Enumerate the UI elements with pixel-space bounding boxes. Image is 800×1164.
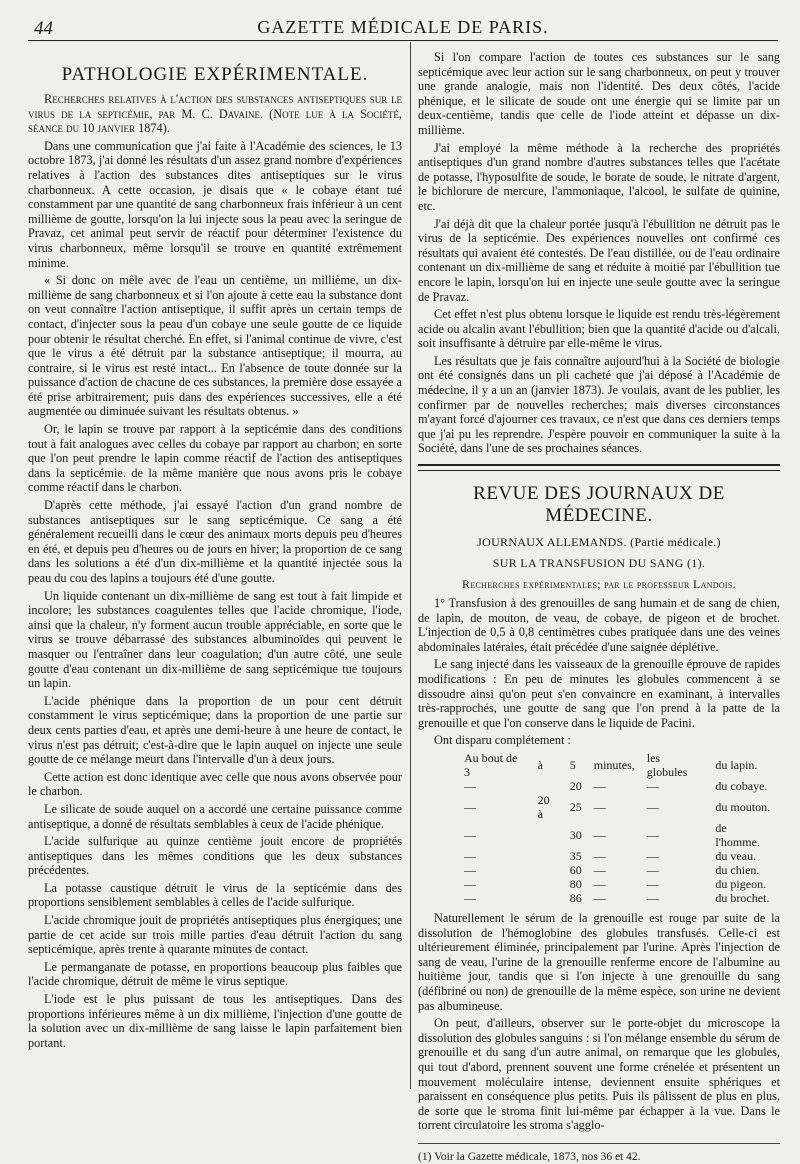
review-subheading: JOURNAUX ALLEMANDS. (Partie médicale.) (477, 535, 721, 550)
table-row (458, 863, 780, 877)
table-cell: — (593, 827, 606, 842)
table-row (458, 751, 780, 779)
paragraph: La potasse caustique détruit le virus de la septicémie dans des proportions sensiblement semblables à celles de l'acide sulfurique. (28, 880, 402, 910)
journal-title: GAZETTE MÉDICALE DE PARIS. (257, 17, 549, 37)
page-header (28, 14, 778, 41)
paragraph: L'iode est le plus puissant de tous les antiseptiques. Dans des proportions inférieures même à un dix millième, l'injection d'une goutte de la solution avec un dix-millième de sang laisse le lapin parfaitement bien portant. (28, 992, 402, 1050)
table-cell (532, 821, 564, 849)
paragraph: Dans une communication que j'ai faite à l'Académie des sciences, le 13 octobre 1873, j'ai donné les résultats d'un assez grand nombre d'expériences relatives à l'action des substances dites antiseptiques sur le virus charbonneux. A cette occasion, je disais que « le cobaye étant tué constamment par une quantité de sang charbonneux frais inférieur à un cent millième de goutte, lorsqu'on la lui injecte sous la peau avec la seringue de Pravaz, cet animal peut servir de réactif pour déterminer l'existence du virus charbonneux, même lorsqu'il se trouve en quantité extrêmement minime. (28, 138, 402, 270)
table-cell: 5 (569, 757, 576, 772)
article-title: Recherches relatives à l'action des substances antiseptiques sur le virus de la septicémie, par M. C. Davaine. (Note lue à la Société, séance du 10 janvier 1874). (28, 92, 402, 136)
table-cell: Au bout de 3 (464, 750, 518, 779)
footnote: (1) Voir la Gazette médicale, 1873, nos 36 et 42. (418, 1143, 780, 1164)
section-separator (418, 464, 780, 466)
page-number: 44 (34, 18, 53, 39)
paragraph: On peut, d'ailleurs, observer sur le porte-objet du microscope la dissolution des globules sanguins : si l'on mélange ensemble du sérum de grenouille et du sang d'un autre animal, on remarque que les globules, qui tout d'abord, prennent souvent une forme crénelée et présentent un mouvement moléculaire intense, deviennent ensuite sphériques et paraissent en conséquence plus petits. Puis ils pâlissent de plus en plus, de sorte que le stroma finit lui-même par échapper à la vue. Dans le torrent circulatoire les stroma s'agglo- (418, 1016, 780, 1133)
table-cell: — (464, 827, 476, 842)
table-row (458, 793, 780, 821)
paragraph: L'acide chromique jouit de propriétés antiseptiques plus énergiques; une partie de cet acide sur trois mille parties d'eau détruit l'action du sang septicémique, après trente à quarante minutes de contact. (28, 913, 402, 957)
column-divider (410, 42, 411, 1089)
right-paragraphs-top (418, 50, 780, 456)
table-cell: — (464, 862, 476, 877)
table-cell: — (593, 778, 606, 793)
table-cell: — (646, 799, 659, 814)
table-cell: minutes, (593, 757, 635, 772)
table-cell: — (646, 827, 659, 842)
table-row (458, 821, 780, 849)
left-column (28, 50, 402, 1095)
left-paragraphs (28, 139, 402, 1051)
table-cell: 80 (569, 876, 582, 891)
paragraph: J'ai employé la même méthode à la recherche des propriétés antiseptiques d'un grand nombre d'autres substances telles que l'acétate de potasse, l'hyposulfite de soude, le borate de soude, le nitrate d'argent, le bichlorure de mercure, l'ammoniaque, l'alcool, le sulfate de quinine, etc. (418, 140, 780, 213)
paragraph: D'après cette méthode, j'ai essayé l'action d'un grand nombre de substances antiseptiques sur le sang septicémique. Ce sang a été généralement recueilli dans le cœur des animaux morts depuis peu d'heures en été, et depuis peu d'heures ou de jours en hiver; la proportion de ce sang dans les solutions a été d'un dix-millième et la quantité injectée sous la peau du cou des lapins a toujours été d'une goutte. (28, 498, 402, 585)
table-row (458, 849, 780, 863)
table-cell: 86 (569, 890, 582, 905)
table-cell: — (593, 848, 606, 863)
table-cell (532, 849, 564, 863)
table-cell: — (464, 848, 476, 863)
paragraph: L'acide sulfurique au quinze centième jouit encore de propriétés antiseptiques dans les mêmes conditions que les deux substances précédentes. (28, 834, 402, 878)
table-row (458, 891, 780, 905)
table-cell: — (646, 848, 659, 863)
paragraph: Le sang injecté dans les vaisseaux de la grenouille éprouve de rapides modifications : En peu de minutes les globules commencent à se dissoudre ainsi qu'on peut s'en convaincre en examinant, à intervalles très-rapprochés, une goutte de sang que l'on prend à la patte de la grenouille et que l'on conserve dans le liquide de Pacini. (418, 657, 780, 730)
section-heading: PATHOLOGIE EXPÉRIMENTALE. (61, 64, 369, 85)
table-cell: — (593, 876, 606, 891)
table-cell: — (646, 862, 659, 877)
table-cell: — (646, 890, 659, 905)
table-cell: du brochet. (715, 890, 770, 905)
article-section-title: SUR LA TRANSFUSION DU SANG (1). (492, 556, 706, 571)
table-cell: — (464, 799, 476, 814)
table-cell: — (464, 890, 476, 905)
table-cell: 35 (569, 848, 582, 863)
table-cell: les globules (646, 750, 688, 779)
table-cell: — (464, 876, 476, 891)
table-row (458, 877, 780, 891)
paragraph: Cette action est donc identique avec celle que nous avons observée pour le charbon. (28, 769, 402, 799)
article-byline: Recherches expérimentales; par le professeur Landois. (462, 577, 736, 592)
table-row (458, 779, 780, 793)
globule-table (458, 751, 780, 905)
table-cell: du lapin. (715, 757, 758, 772)
table-cell: du veau. (715, 848, 757, 863)
right-paragraphs-mid (418, 596, 780, 748)
paragraph: Les résultats que je fais connaître aujourd'hui à la Société de biologie ont été consignés dans un pli cacheté que j'ai déposé à l'Académie de médecine, il y a un an (janvier 1873). Je voulais, avant de les publier, les confirmer par de nouvelles recherches; mais diverses circonstances m'ayant forcé d'ajourner ces travaux, ce n'est que dans ces derniers temps que j'ai pu les reprendre. J'espère pouvoir en communiquer la suite à la Société, dans l'une de ses prochaines séances. (418, 353, 780, 456)
paragraph: Ont disparu complétement : (434, 733, 571, 748)
table-cell: du cobaye. (715, 778, 768, 793)
table-cell: 30 (569, 827, 582, 842)
table-cell: — (464, 778, 476, 793)
table-cell (532, 863, 564, 877)
right-column (418, 50, 780, 1163)
table-cell: 25 (569, 799, 582, 814)
table-cell: 20 (569, 778, 582, 793)
right-paragraphs-bottom (418, 911, 780, 1133)
section-separator-thin (418, 470, 780, 471)
table-cell: 20 à (537, 792, 550, 821)
paragraph: Un liquide contenant un dix-millième de sang est tout à fait limpide et incolore; les substances coagulentes telles que l'acide chromique, l'iode, ainsi que la chaleur, n'y forment aucun trouble appréciable, en sorte que le virus se trouve débarrassé des substances albuminoïdes qui peuvent le masquer ou l'entraîner dans leur coagulation; d'un autre côté, une seule goutte d'eau contenant un dix-millième de sang septicémique tue toujours un lapin. (28, 588, 402, 691)
table-cell: — (593, 890, 606, 905)
paragraph: Le silicate de soude auquel on a accordé une certaine puissance comme antiseptique, a donné de résultats semblables à ceux de l'acide phénique. (28, 801, 402, 831)
table-cell: du mouton. (715, 799, 771, 814)
table-cell: de l'homme. (715, 820, 760, 849)
table-cell: 60 (569, 862, 582, 877)
paragraph: Naturellement le sérum de la grenouille est rouge par suite de la dissolution de l'hémoglobine des globules transfusés. Celle-ci est ultérieurement éliminée, principalement par l'urine. Après l'injection de sang de veau, l'urine de la grenouille renferme encore de l'albumine au huitième jour, tandis que si l'on injecte à une grenouille du sang (défibriné ou non) de grenouille de la même espèce, son urine ne devient pas albumineuse. (418, 910, 780, 1013)
review-heading: REVUE DES JOURNAUX DE MÉDECINE. (473, 483, 725, 527)
paragraph: J'ai déjà dit que la chaleur portée jusqu'à l'ébullition ne détruit pas le virus de la septicémie. Des expériences nouvelles ont confirmé ces résultats qui avaient été contestés. De l'eau distillée, ou de l'eau ordinaire contenant un dix-millième de sang et réduite à moitié par l'ébullition tue encore le lapin, lorsqu'on lui en injecte une seule goutte avec la seringue de Pravaz. (418, 216, 780, 304)
table-cell (532, 891, 564, 905)
paragraph: « Si donc on mêle avec de l'eau un centième, un millième, un dix-millième de sang charbonneux et si l'on ajoute à cette eau la substance dont on veut connaître l'action antiseptique, il suffit après un certain temps de contact, d'injecter sous la peau d'un cobaye une seule goutte de ce liquide pour obtenir le résultat cherché. En effet, si l'animal continue de vivre, c'est que le virus a été détruit par la substance antiseptique; il mourra, au contraire, si le virus est resté intact... En l'absence de toute donnée sur la puissance d'action de chacune de ces substances, la première dose essayée a été prise arbitrairement; puis dans des expériences successives, elle a été augmentée ou diminuée suivant les résultats obtenus. » (28, 273, 402, 419)
table-cell (532, 877, 564, 891)
paragraph: Cet effet n'est plus obtenu lorsque le liquide est rendu très-légèrement acide ou alcalin avant l'ébullition; bien que la quantité d'acide ou d'alcali, soit insuffisante à détruire par elle-même le virus. (418, 307, 780, 351)
table-cell: du chien. (715, 862, 760, 877)
table-cell: — (646, 778, 659, 793)
table-cell: du pigeon. (715, 876, 767, 891)
paragraph: Le permanganate de potasse, en proportions beaucoup plus faibles que l'acide chromique, détruit de même le virus septique. (28, 959, 402, 989)
paragraph: Or, le lapin se trouve par rapport à la septicémie dans des conditions tout à fait analogues avec celles du cobaye par rapport au charbon; en sorte que l'on peut prendre le lapin comme réactif de l'action des antiseptiques dans la septicémie. de la même manière que nous avons pris le cobaye comme réactif dans le charbon. (28, 422, 402, 495)
table-cell: — (593, 862, 606, 877)
table-cell: — (646, 876, 659, 891)
paragraph: Si l'on compare l'action de toutes ces substances sur le sang septicémique avec leur action sur le sang charbonneux, on peut y trouver une grande analogie, mais non l'identité. Des deux côtés, l'acide phénique, et le silicate de soude ont une énergie qui se limite par un deux-centième, tandis que celle de l'iode atteint et dépasse un dix-millième. (418, 50, 780, 137)
table-cell: à (537, 757, 543, 772)
paragraph: L'acide phénique dans la proportion de un pour cent détruit constamment le virus septicémique; dans la proportion de une partie sur deux cents parties d'eau, et après une demi-heure à une heure de contact, le virus n'est pas détruit; c'est-à-dire que le lapin auquel on injecte une seule goutte de ce mélange meurt dans l'intervalle d'un à deux jours. (28, 693, 402, 767)
table-cell: — (593, 799, 606, 814)
table-cell (532, 779, 564, 793)
paragraph: 1° Transfusion à des grenouilles de sang humain et de sang de chien, de lapin, de mouton, de veau, de cobaye, de pigeon et de brochet. L'injection de 0,5 à 0,8 centimètres cubes pratiquée dans une des veines abdominales latérales, était précédée d'une saignée déplétive. (418, 596, 780, 654)
